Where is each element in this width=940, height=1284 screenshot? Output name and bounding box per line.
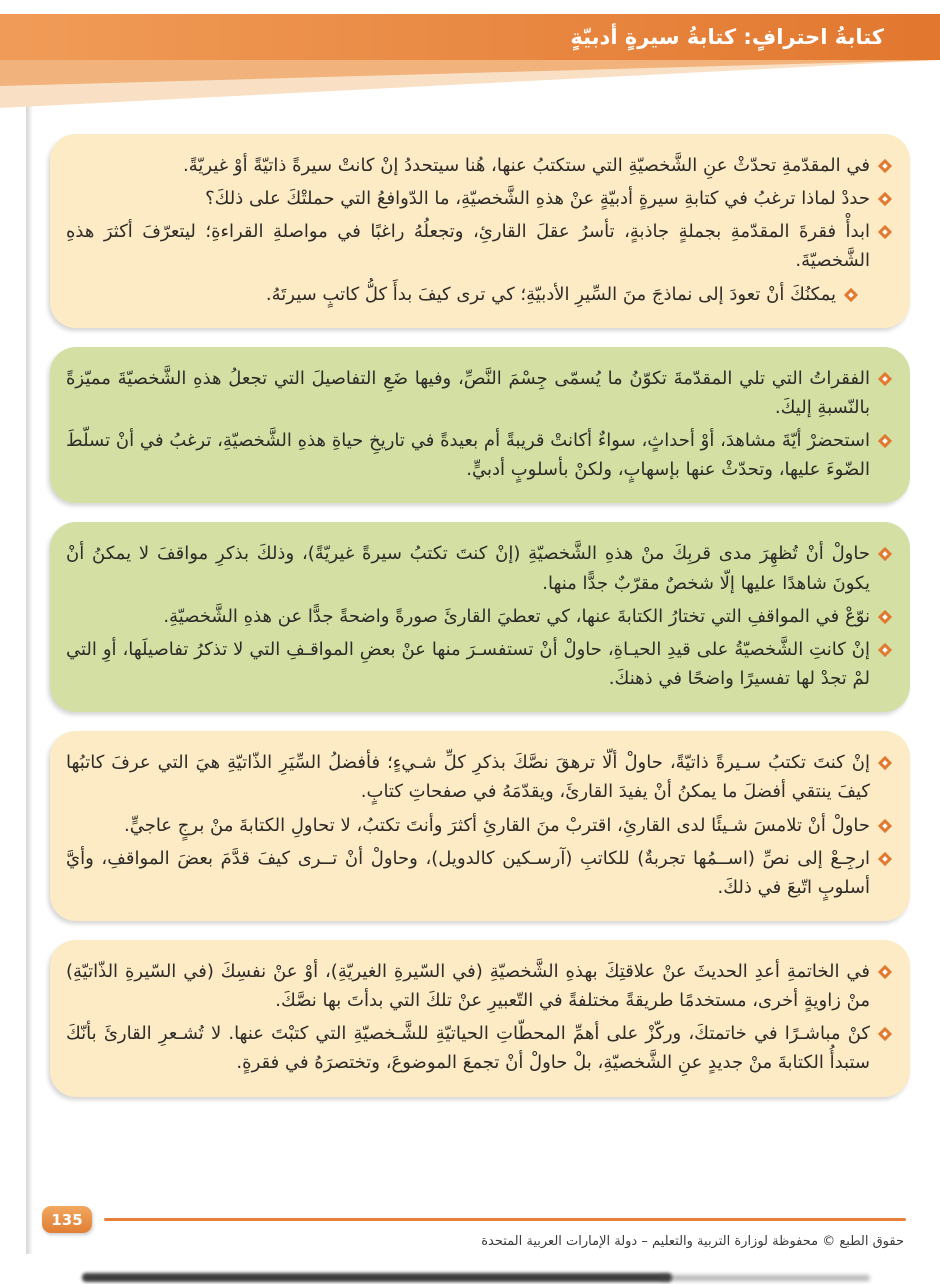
diamond-bullet-icon — [878, 1027, 892, 1041]
note-item — [66, 364, 890, 422]
note-text: كنْ مباشـرًا في خاتمتكَ، وركّزْ على أهمِّ المحطّاتِ الحياتيّةِ للشَّـخصيّةِ التي كتبْتَ عنها. لا تُشـعرِ القارئَ بأنّكَ ستبدأُ الكتابةَ منْ جديدٍ عنِ الشَّخصيّةِ، بلْ حاولْ أنْ تجمعَ الموضوعَ، وتختصرَهُ في فقرةٍ. — [66, 1023, 870, 1074]
note-text: استحضرْ أيّةَ مشاهدَ، أوْ أحداثٍ، سواءٌ أكانتْ قريبةً أم بعيدةً في تاريخِ حياةِ هذهِ الشَّخصيّةِ، ترغبُ في أنْ تسلّطَ الضّوءَ عليها، وتحدّثْ عنها بإسهابٍ، ولكنْ بأسلوبٍ أدبيٍّ. — [66, 430, 870, 481]
note-item — [66, 151, 890, 180]
note-text: ابدأْ فقرةَ المقدّمةِ بجملةٍ جاذبةٍ، تأسرُ عقلَ القارئِ، وتجعلُهُ راغبًا في مواصلةِ القراءةِ؛ ليتعرّفَ أكثرَ هذهِ الشَّخصيّةَ. — [66, 221, 870, 272]
note-text: حاولْ أنْ تُظهِرَ مدى قربِكَ منْ هذهِ الشَّخصيّةِ (إنْ كنتَ تكتبُ سيرةً غيريّةً)، وذلكَ بذكرِ مواقفَ لا يمكنُ أنْ يكونَ شاهدًا عليها إلّا شخصٌ مقرّبٌ جدًّا منها. — [66, 543, 870, 594]
note-list — [66, 539, 890, 693]
diamond-bullet-icon — [878, 225, 892, 239]
note-list — [66, 748, 890, 902]
diamond-bullet-icon — [878, 756, 892, 770]
note-text: في الخاتمةِ أعدِ الحديثَ عنْ علاقتِكَ بهذهِ الشَّخصيّةِ (في السّيرةِ الغيريّةِ)، أوْ عنْ نفسِكَ (في السّيرةِ الذّاتيّةِ) منْ زاويةٍ أخرى، مستخدمًا طريقةً مختلفةً في التّعبيرِ عنْ تلكَ التي بدأتَ بها نصَّكَ. — [66, 960, 870, 1012]
note-text: حاولْ أنْ تلامسَ شـيئًا لدى القارئِ، اقتربْ منَ القارئِ أكثرَ وأنتَ تكتبُ، لا تحاولِ الكتابةَ منْ برجٍ عاجيٍّ. — [123, 814, 870, 836]
page-title: كتابةُ احترافٍ: كتابةُ سيرةٍ أدبيّةٍ — [570, 25, 884, 49]
note-item — [66, 539, 890, 597]
note-item — [66, 748, 890, 806]
note-item — [66, 280, 890, 309]
note-text: إنْ كانتِ الشَّخصيّةُ على قيدِ الحيـاةِ، حاولْ أنْ تستفسـرَ منها عنْ بعضِ المواقـفِ التي لا تذكرُ تفاصيلَها، أوِ التي لمْ تجدْ لها تفسيرًا واضحًا في ذهنكَ. — [66, 638, 870, 690]
copyright-text: حقوق الطبع © محفوظة لوزارة التربية والتعليم – دولة الإمارات العربية المتحدة — [481, 1234, 904, 1249]
note-item — [66, 844, 890, 902]
note-text: حددْ لماذا ترغبُ في كتابةِ سيرةٍ أدبيّةٍ عنْ هذهِ الشَّخصيّةِ، ما الدّوافعُ التي حملتْكَ على ذلكَ؟ — [205, 188, 870, 210]
diamond-bullet-icon — [878, 643, 892, 657]
diamond-bullet-icon — [878, 434, 892, 448]
note-text: يمكنُكَ أنْ تعودَ إلى نماذجَ منَ السِّيرِ الأدبيّةِ؛ كي ترى كيفَ بدأَ كلُّ كاتبٍ سيرتَهُ. — [265, 283, 836, 305]
diamond-bullet-icon — [844, 288, 858, 302]
box-introduction — [50, 134, 910, 328]
note-text: إنْ كنتَ تكتبُ سـيرةً ذاتيّةً، حاولْ ألّا ترهقَ نصَّكَ بذكرِ كلِّ شـيءٍ؛ فأفضلُ السِّيَرِ الذّاتيّةِ هيَ التي عرفَ كاتبُها كيفَ ينتقي أفضلَ ما يمكنُ أنْ يفيدَ القارئَ، ويقدّمَهُ في صفحاتِ كتابٍ. — [66, 752, 870, 803]
note-list — [66, 151, 890, 309]
note-item — [66, 426, 890, 484]
note-item — [66, 811, 890, 840]
note-item — [66, 602, 890, 631]
note-item — [66, 1019, 890, 1077]
box-autobiography — [50, 731, 910, 921]
box-body-text — [50, 347, 910, 504]
box-closeness — [50, 522, 910, 712]
note-item — [66, 957, 890, 1015]
note-text: ارجِـعْ إلى نصِّ (اســمُها تجربةٌ) للكاتبِ (آرسـكين كالدويل)، وحاولْ أنْ تــرى كيفَ قدَّمَ بعضَ المواقفِ، وأيَّ أسلوبٍ اتّبعَ في ذلكَ. — [66, 847, 870, 898]
box-conclusion — [50, 940, 910, 1097]
note-list — [66, 364, 890, 485]
footer-divider — [104, 1218, 906, 1221]
diamond-bullet-icon — [878, 192, 892, 206]
note-text: الفقراتُ التي تلي المقدّمةَ تكوّنُ ما يُسمّى جِسْمَ النَّصِّ، وفيها ضَعِ التفاصيلَ التي تجعلُ هذهِ الشَّخصيّةَ مميّزةً بالنّسبةِ إليكَ. — [66, 367, 870, 418]
page-number-badge: 135 — [42, 1206, 92, 1233]
diamond-bullet-icon — [878, 159, 892, 173]
note-item — [66, 184, 890, 213]
diamond-bullet-icon — [878, 965, 892, 979]
header-banner — [0, 14, 940, 60]
diamond-bullet-icon — [878, 852, 892, 866]
diamond-bullet-icon — [878, 547, 892, 561]
diamond-bullet-icon — [878, 372, 892, 386]
note-text: نوّعْ في المواقفِ التي تختارُ الكتابةَ عنها، كي تعطيَ القارئَ صورةً واضحةً جدًّا عن هذهِ الشَّخصيّةِ. — [163, 605, 870, 627]
note-list — [66, 957, 890, 1078]
note-item — [66, 217, 890, 275]
note-text: في المقدّمةِ تحدّثْ عنِ الشَّخصيّةِ التي ستكتبُ عنها، هُنا سيتحددُ إنْ كانتْ سيرةً ذاتيّةً أوْ غيريّةً. — [183, 155, 870, 176]
diamond-bullet-icon — [878, 610, 892, 624]
scan-artifact — [82, 1273, 672, 1282]
scan-artifact-light — [660, 1275, 870, 1281]
note-item — [66, 635, 890, 693]
diamond-bullet-icon — [878, 818, 892, 832]
